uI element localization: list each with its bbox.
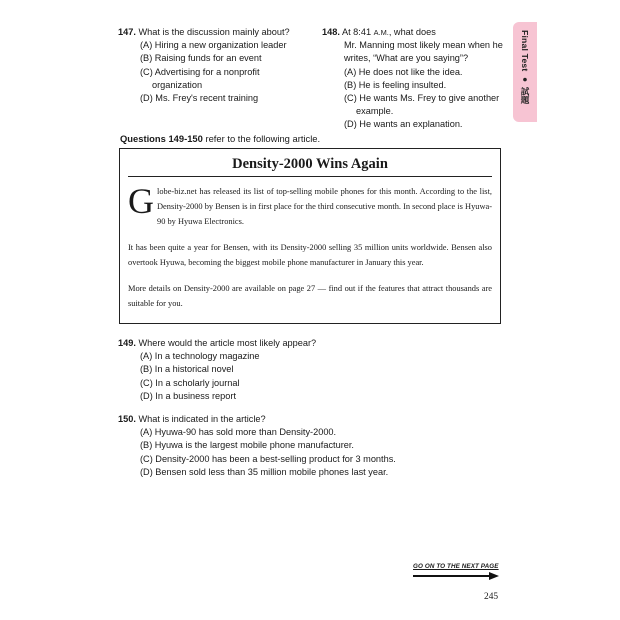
question-150-number: 150.: [118, 414, 136, 424]
article-title: Density-2000 Wins Again: [232, 156, 388, 172]
question-147-stem: 147. What is the discussion mainly about?: [118, 27, 290, 37]
option-147-c-continued: organization: [152, 79, 203, 90]
option-147-c: (C) Advertising for a nonprofit: [140, 66, 260, 77]
option-149-b: (B) In a historical novel: [140, 364, 234, 375]
section-heading: [120, 133, 320, 144]
option-147-a: (A) Hiring a new organization leader: [140, 40, 287, 51]
option-148-c-continued: example.: [356, 106, 394, 117]
option-147-d: (D) Ms. Frey's recent training: [140, 93, 259, 104]
option-150-c: (C) Density-2000 has been a best-selling product for 3 months.: [140, 453, 396, 464]
page-number: 245: [484, 592, 499, 602]
option-148-a: (A) He does not like the idea.: [344, 66, 463, 77]
question-148-number: 148.: [322, 27, 340, 37]
question-150-stem: 150. What is indicated in the article?: [118, 414, 266, 424]
article-paragraph-2: It has been quite a year for Bensen, with its Density-2000 selling 35 million units worldwide. Bensen also overtook Hyuwa, becoming the biggest mobile phone manufacturer in January this year.: [128, 243, 492, 267]
article-paragraph-3: More details on Density-2000 are available on page 27 — find out if the features that attract thousands are suitable for you.: [128, 284, 492, 308]
question-149: [118, 337, 418, 403]
section-text: refer to the following article.: [202, 133, 321, 144]
article-dropcap: G: [128, 181, 154, 221]
question-148: [322, 26, 512, 132]
option-150-d: (D) Bensen sold less than 35 million mobile phones last year.: [140, 466, 389, 477]
section-tab-label: Final Test ● 試題: [520, 30, 530, 105]
option-148-d: (D) He wants an explanation.: [344, 119, 463, 130]
article-title-rule: [128, 176, 492, 177]
question-149-number: 149.: [118, 338, 136, 348]
option-149-c: (C) In a scholarly journal: [140, 377, 240, 388]
question-149-stem: 149. Where would the article most likely appear?: [118, 338, 317, 348]
option-150-a: (A) Hyuwa-90 has sold more than Density-2000.: [140, 427, 337, 438]
question-147-number: 147.: [118, 27, 136, 37]
option-148-b: (B) He is feeling insulted.: [344, 79, 447, 90]
article-body: [128, 181, 492, 322]
go-on-text: GO ON TO THE NEXT PAGE: [413, 563, 499, 570]
section-range: Questions 149-150: [120, 133, 203, 144]
section-tab: [513, 22, 537, 122]
option-149-a: (A) In a technology magazine: [140, 351, 260, 362]
option-150-b: (B) Hyuwa is the largest mobile phone manufacturer.: [140, 440, 354, 451]
option-149-d: (D) In a business report: [140, 390, 236, 401]
option-147-b: (B) Raising funds for an event: [140, 53, 262, 64]
article-box: [119, 148, 501, 324]
option-148-c: (C) He wants Ms. Frey to give another: [344, 93, 500, 104]
arrow-right-icon: [413, 572, 499, 580]
question-150: [118, 413, 448, 479]
article-paragraph-1: Globe-biz.net has released its list of top-selling mobile phones for this month. According to the list, Density-2000 by Bensen is in first place for the third consecutive month. In second place is Hyuwa-90 by Hyuwa Electronics.: [128, 181, 492, 226]
question-147: [118, 26, 318, 105]
question-148-stem-line2: Mr. Manning most likely mean when he: [344, 40, 503, 51]
question-148-stem: 148. At 8:41 A.M., what does: [322, 27, 436, 37]
question-148-stem-line3: writes, “What are you saying”?: [344, 53, 469, 64]
